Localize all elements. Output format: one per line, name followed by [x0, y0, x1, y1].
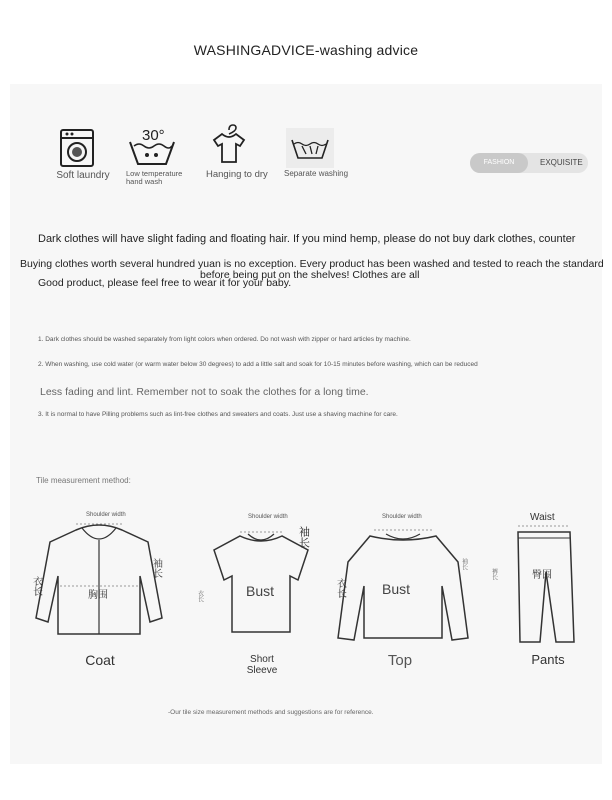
tee-shoulder-label: Shoulder width: [248, 514, 288, 520]
footer-note: -Our tile size measurement methods and suggestions are for reference.: [168, 709, 374, 716]
pants-hip-label: 臀围: [532, 570, 552, 581]
note-1: 1. Dark clothes should be washed separately from light colors when ordered. Do not wash with zipper or hard articles by machine.: [38, 336, 411, 343]
pants-length-label: 裤长: [490, 568, 498, 580]
temperature-text: 30°: [142, 127, 165, 144]
pants-diagram: [490, 508, 590, 648]
hanging-dry-label: Hanging to dry: [206, 169, 268, 180]
low-temp-label: Low temperature hand wash: [126, 169, 183, 187]
page-title: WASHINGADVICE-washing advice: [193, 42, 419, 58]
paragraph-3: Good product, please feel free to wear it for your baby.: [38, 277, 292, 289]
separate-washing-label: Separate washing: [284, 169, 349, 178]
hanger-icon: [206, 122, 252, 168]
note-3: 3. It is normal to have Pilling problems such as lint-free clothes and sweaters and coats. Just use a shaving machine for care.: [38, 411, 398, 418]
soft-laundry-label: Soft laundry: [56, 170, 110, 181]
paragraph-1: Dark clothes will have slight fading and floating hair. If you mind hemp, please do not buy dark clothes, counter: [38, 233, 576, 245]
top-label: Top: [387, 652, 413, 669]
washing-machine-icon: [58, 128, 96, 168]
paragraph-2a: Buying clothes worth several hundred yuan is no exception. Every product has been washed and tested to reach the standard: [20, 258, 604, 270]
top-sleeve-label: 袖长: [460, 558, 468, 570]
tile-measurement-label: Tile measurement method:: [36, 476, 131, 485]
coat-diagram: [30, 506, 180, 646]
badge-exquisite: EXQUISITE: [540, 158, 583, 167]
top-length-label: 衣长: [334, 578, 346, 598]
basin-30-icon: [126, 124, 178, 168]
note-2: 2. When washing, use cold water (or warm water below 30 degrees) to add a little salt and soak for 10-15 minutes before washing, which can be reduced: [38, 361, 478, 368]
note-2-continued: Less fading and lint. Remember not to soak the clothes for a long time.: [40, 386, 369, 398]
top-bust-label: Bust: [382, 581, 411, 597]
coat-length-label: 衣长: [30, 576, 42, 596]
top-diagram: [334, 508, 482, 648]
short-sleeve-label: Short Sleeve: [246, 654, 278, 676]
paragraph-2b: before being put on the shelves! Clothes are all: [200, 269, 420, 281]
coat-label: Coat: [85, 652, 115, 668]
short-sleeve-diagram: [196, 510, 326, 638]
coat-sleeve-label: 袖长: [150, 558, 162, 578]
top-shoulder-label: Shoulder width: [382, 514, 422, 520]
coat-chest-label: 胸围: [88, 590, 108, 601]
pants-waist-label: Waist: [530, 512, 555, 523]
pants-label: Pants: [531, 652, 565, 667]
tee-length-label: 衣长: [196, 590, 204, 602]
badge-fashion: FASHION: [470, 153, 528, 173]
tee-bust-label: Bust: [246, 583, 275, 599]
coat-shoulder-label: Shoulder width: [86, 512, 126, 518]
tee-sleeve-label: 袖长: [297, 526, 311, 548]
separate-wash-icon: [286, 128, 334, 168]
fashion-exquisite-badge: [470, 153, 588, 173]
